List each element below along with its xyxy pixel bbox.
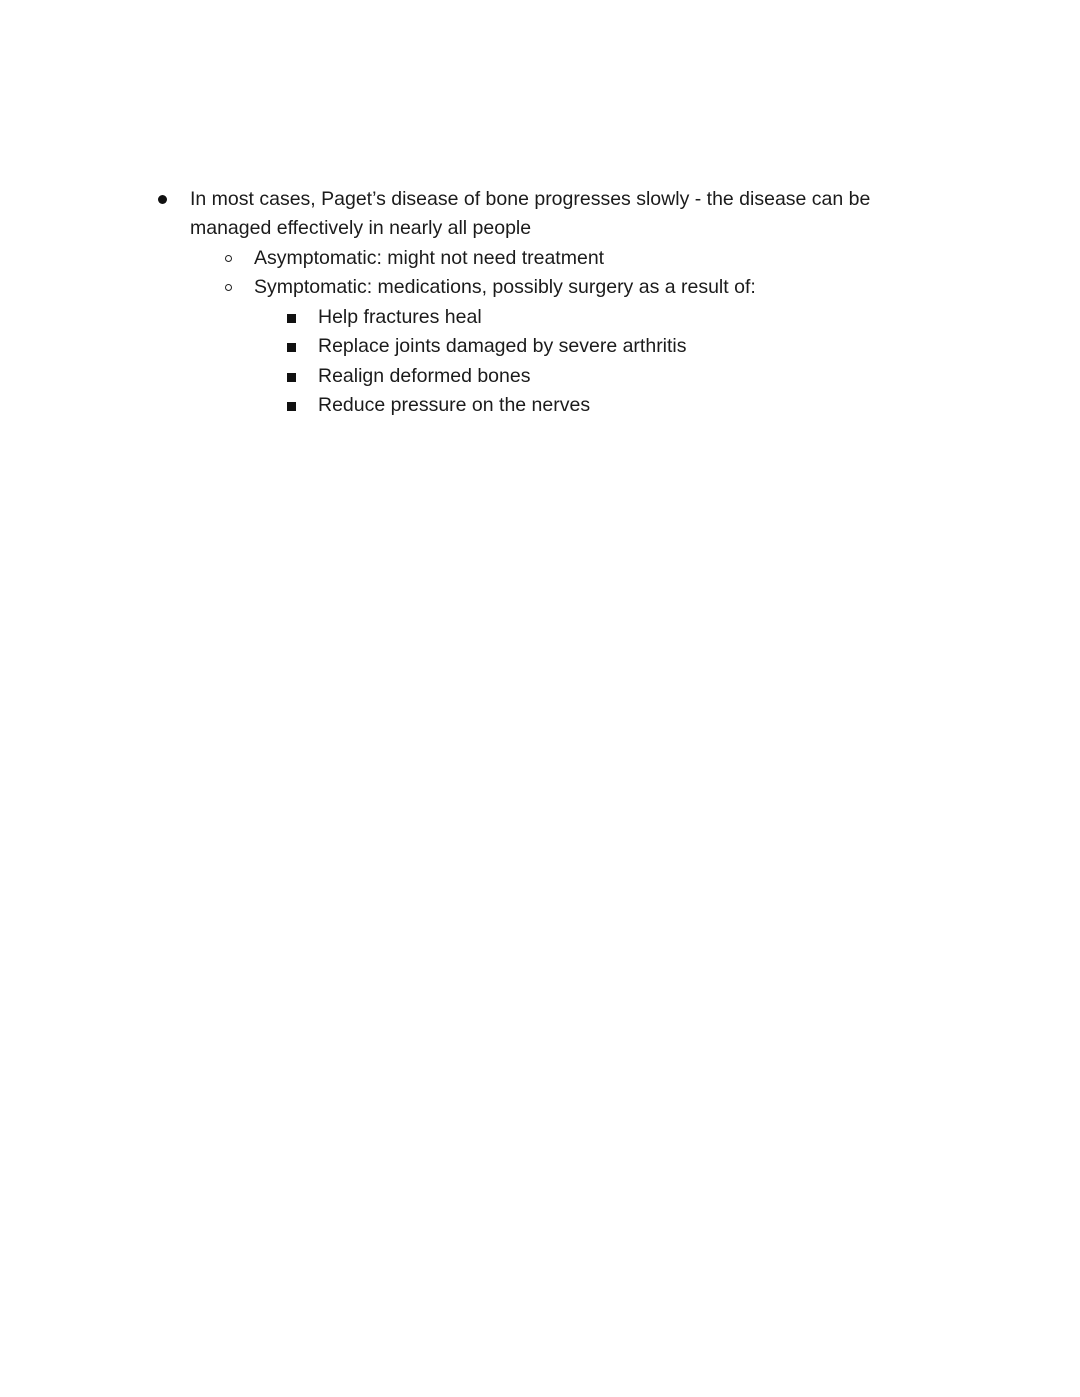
sub-sub-list-item-text: Realign deformed bones [318, 365, 531, 387]
bullet-square-icon [287, 373, 296, 382]
list-item-text: In most cases, Paget’s disease of bone progresses slowly - the disease can be [190, 188, 871, 210]
list-item-text-continued: managed effectively in nearly all people [190, 217, 532, 239]
bullet-square-icon [287, 343, 296, 352]
bullet-ring-icon [225, 284, 232, 291]
bullet-square-icon [287, 314, 296, 323]
sub-sub-list-item-text: Reduce pressure on the nerves [318, 394, 591, 416]
bullet-square-icon [287, 402, 296, 411]
sub-sub-list-item-text: Help fractures heal [318, 306, 482, 328]
bullet-ring-icon [225, 255, 232, 262]
bullet-dot-icon [158, 195, 167, 204]
sub-sub-list-item-text: Replace joints damaged by severe arthritis [318, 335, 687, 357]
sub-list-item-text: Asymptomatic: might not need treatment [254, 247, 605, 269]
sub-list-item-text: Symptomatic: medications, possibly surgery as a result of: [254, 276, 756, 298]
